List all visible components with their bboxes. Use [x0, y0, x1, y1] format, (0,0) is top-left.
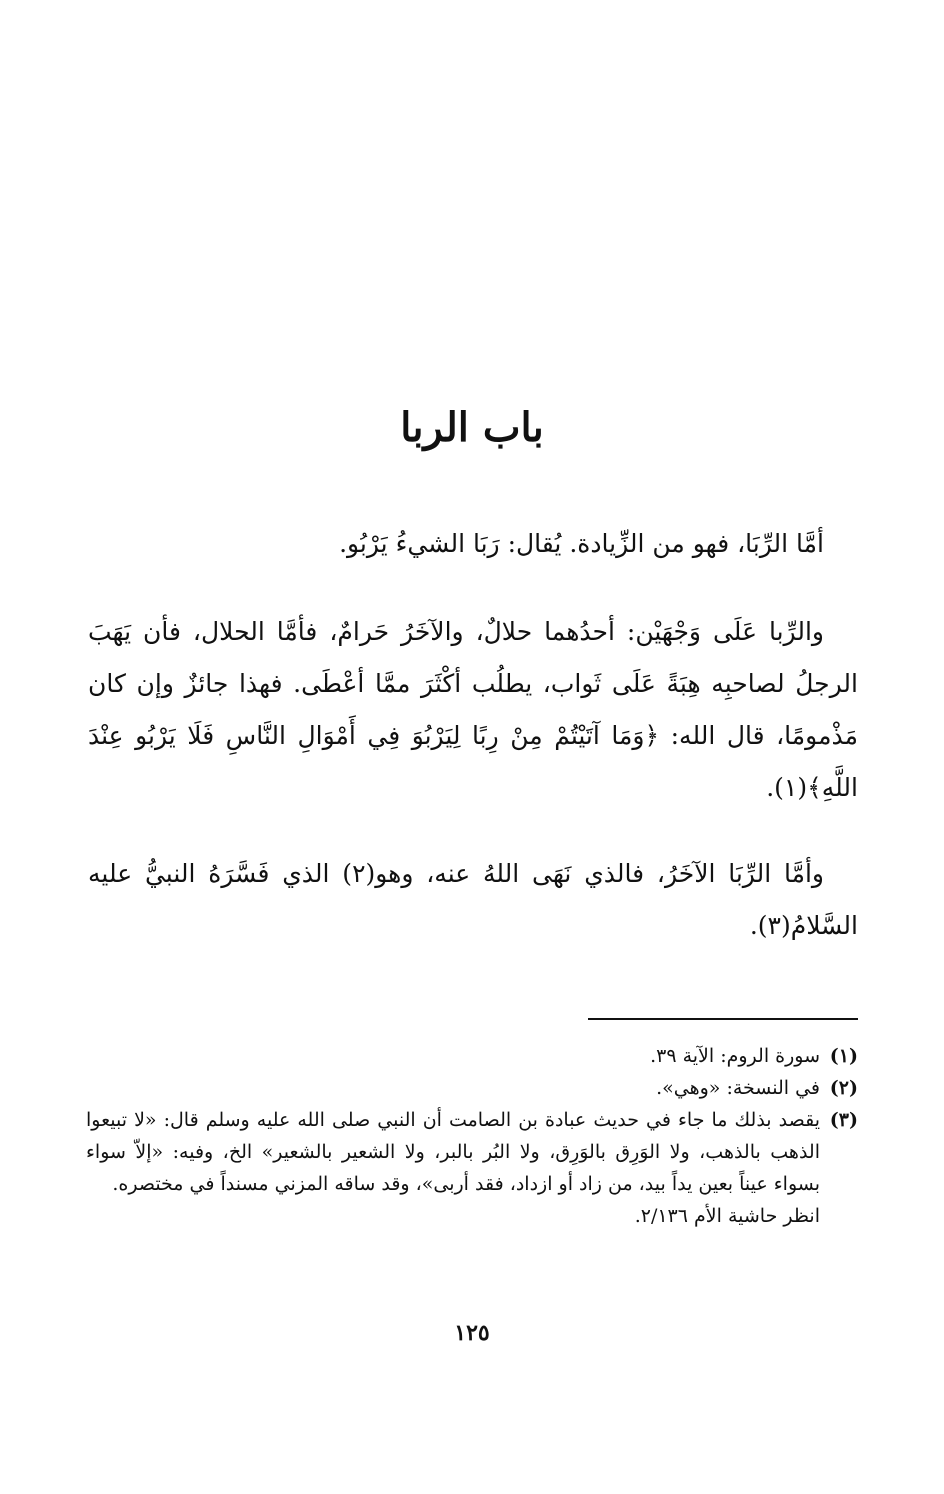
chapter-title: باب الربا: [400, 404, 544, 451]
footnote-reference: انظر حاشية الأم ٢/١٣٦.: [634, 1205, 820, 1227]
footnote-text: يقصد بذلك ما جاء في حديث عبادة بن الصامت أن النبي صلى الله عليه وسلم قال: «لا تبيعوا الذهب بالذهب، ولا الوَرِق بالوَرِق، ولا البُر بالبر، ولا الشعير بالشعير» الخ، وفيه: «إلاّ سواء بسواء عيناً بعين يداً بيد، من زاد أو ازداد، فقد أربى»، وقد ساقه المزني مسنداً في مختصره.: [86, 1109, 820, 1195]
paragraph-3: وأمَّا الرِّبَا الآخَرُ، فالذي نَهَى اللهُ عنه، وهو(٢) الذي فَسَّرَهُ النبيُّ عليه السَّلامُ(٣).: [88, 859, 858, 940]
footnote-2: [86, 1072, 858, 1104]
main-text: [88, 518, 858, 986]
footnote-text: في النسخة: «وهي».: [656, 1077, 820, 1099]
footnote-1: [86, 1040, 858, 1072]
paragraph-1: أمَّا الرِّبَا، فهو من الزِّيادة. يُقال: رَبَا الشيءُ يَرْبُو.: [339, 529, 824, 558]
footnote-number: (٢): [829, 1077, 858, 1099]
footnote-text: سورة الروم: الآية ٣٩.: [650, 1045, 820, 1067]
footnote-separator: [588, 1018, 858, 1020]
footnote-3: [86, 1104, 858, 1200]
footnotes: [86, 1040, 858, 1232]
paragraph-2: والرِّبا عَلَى وَجْهَيْن: أحدُهما حلالٌ، والآخَرُ حَرامٌ، فأمَّا الحلال، فأن يَهَبَ الرجلُ لصاحبِه هِبَةً عَلَى ثَواب، يطلُب أكْثَرَ ممَّا أعْطَى. فهذا جائزٌ وإن كان مَذْمومًا، قال الله: ﴿وَمَا آتَيْتُمْ مِنْ رِبًا لِيَرْبُوَ فِي أَمْوَالِ النَّاسِ فَلَا يَرْبُو عِنْدَ اللَّهِ﴾(١).: [88, 617, 858, 802]
page-number: ١٢٥: [454, 1320, 490, 1346]
footnote-number: (١): [829, 1045, 858, 1067]
footnote-number: (٣): [829, 1109, 858, 1131]
